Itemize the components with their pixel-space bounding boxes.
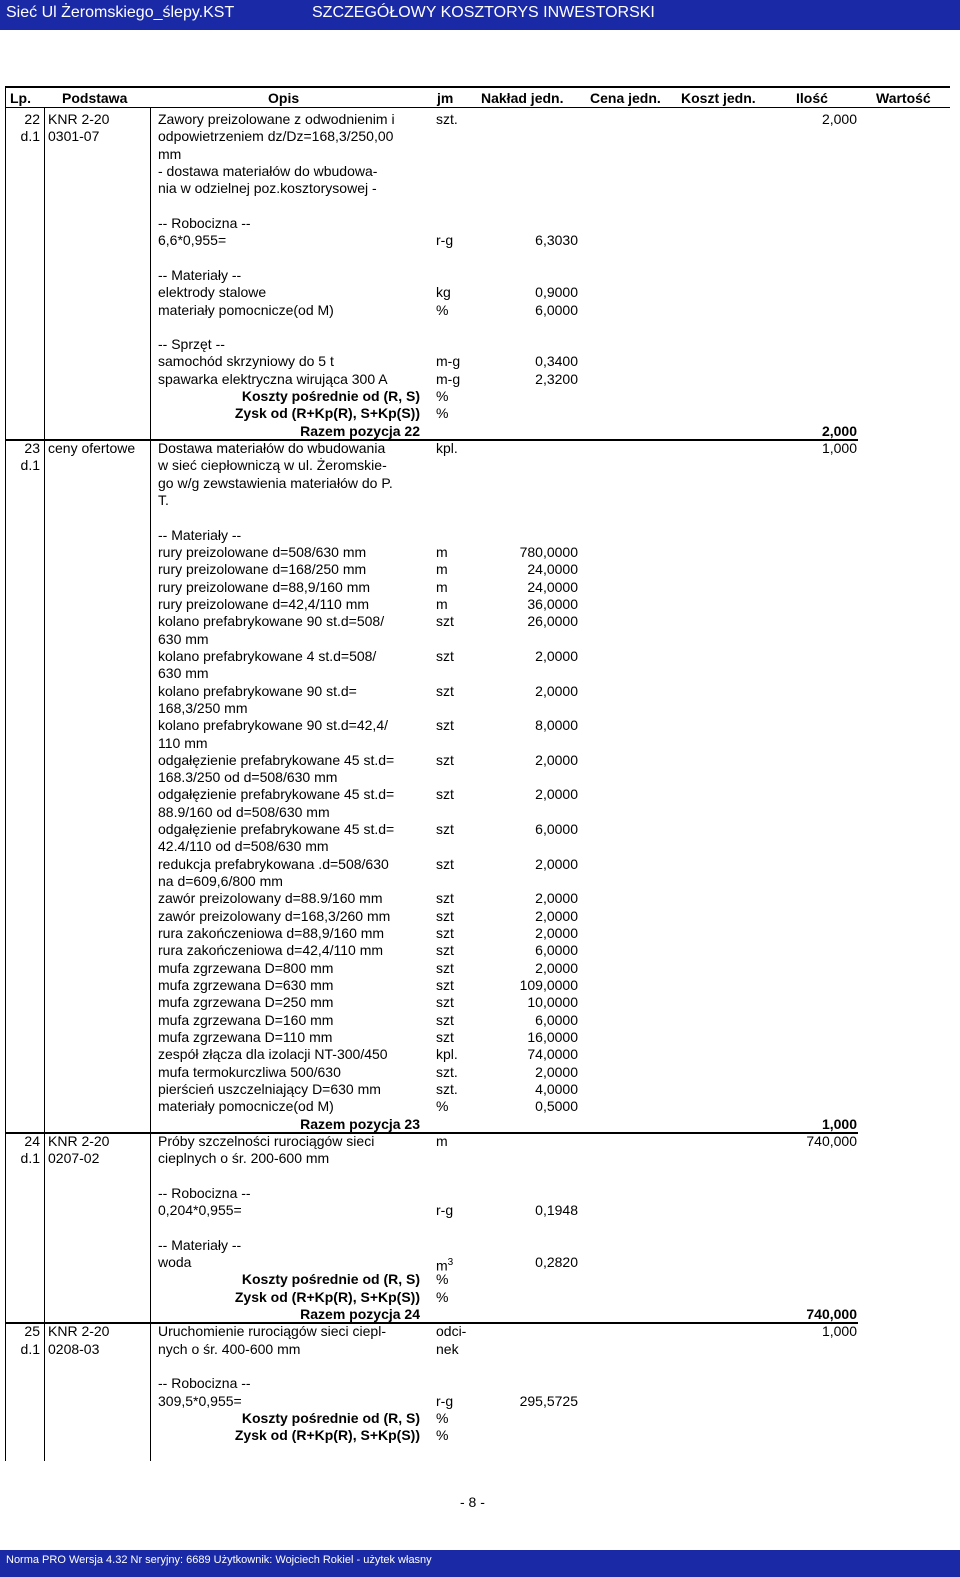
cell-naklad: 6,0000: [535, 1011, 578, 1028]
col-header-wartosc: Wartość: [876, 90, 931, 106]
cell-opis: Uruchomienie rurociągów sieci ciepl-: [158, 1323, 386, 1340]
cell-opis: rury preizolowane d=88,9/160 mm: [158, 578, 371, 595]
cell-podstawa: 0207-02: [48, 1150, 100, 1167]
cell-naklad: 2,0000: [535, 925, 578, 942]
cell-opis: 630 mm: [158, 630, 209, 647]
cell-opis: woda: [158, 1254, 192, 1271]
cell-naklad: 2,0000: [535, 647, 578, 664]
cell-jm: m: [436, 595, 448, 612]
cell-jm: m: [436, 561, 448, 578]
cell-jm: odci-: [436, 1323, 467, 1340]
cell-podstawa: KNR 2-20: [48, 1323, 110, 1340]
cell-opis: T.: [158, 492, 169, 509]
cell-jm: szt.: [436, 1080, 458, 1097]
cell-opis: Zawory preizolowane z odwodnienim i: [158, 111, 395, 127]
cell-podstawa: 0208-03: [48, 1340, 100, 1357]
cell-podstawa: KNR 2-20: [48, 1132, 110, 1149]
cell-jm: m: [436, 544, 448, 560]
cell-jm: szt: [436, 942, 454, 959]
cell-podstawa: KNR 2-20: [48, 111, 110, 127]
cell-naklad: 2,0000: [535, 959, 578, 976]
cell-naklad: 0,9000: [535, 284, 578, 301]
cell-naklad: 26,0000: [527, 613, 578, 630]
cell-jm: szt: [436, 821, 454, 838]
cell-jm: szt: [436, 890, 454, 907]
cell-naklad: 0,3400: [535, 353, 578, 370]
cell-podstawa: ceny ofertowe: [48, 440, 136, 457]
cell-jm: szt.: [436, 111, 458, 127]
cell-jm: %: [436, 301, 449, 318]
cell-opis: rury preizolowane d=42,4/110 mm: [158, 595, 370, 612]
position-total-rule: [6, 1322, 858, 1324]
cell-opis: pierścień uszczelniający D=630 mm: [158, 1080, 381, 1097]
cell-naklad: 24,0000: [527, 561, 578, 578]
cell-opis: zawór preizolowany d=88.9/160 mm: [158, 890, 383, 907]
cell-jm: szt: [436, 994, 454, 1011]
cell-jm: $m^3$: [436, 1257, 454, 1274]
cell-opis: -- Robocizna --: [158, 214, 251, 231]
cell-naklad: 2,0000: [535, 682, 578, 699]
cell-opis: cieplnych o śr. 200-600 mm: [158, 1150, 330, 1167]
cell-opis: odpowietrzeniem dz/Dz=168,3/250,00: [158, 128, 394, 145]
cell-jm: szt: [436, 959, 454, 976]
column-divider-podstawa: [150, 107, 151, 1461]
cell-lp: 25: [24, 1323, 40, 1340]
cell-opis: 6,6*0,955=: [158, 232, 227, 249]
cell-opis: Zysk od (R+Kp(R), S+Kp(S)): [234, 1427, 420, 1444]
cell-naklad: 2,0000: [535, 907, 578, 924]
cell-jm: r-g: [436, 232, 454, 249]
cell-jm: m: [436, 578, 448, 595]
cell-opis: kolano prefabrykowane 4 st.d=508/: [158, 647, 377, 664]
cell-opis: 309,5*0,955=: [158, 1392, 242, 1409]
col-header-podstawa: Podstawa: [62, 90, 128, 106]
cell-naklad: 295,5725: [519, 1392, 578, 1409]
cell-naklad: 24,0000: [527, 578, 578, 595]
cell-ilosc: 740,000: [806, 1132, 857, 1149]
cell-opis: mufa zgrzewana D=630 mm: [158, 977, 334, 993]
cell-jm: szt: [436, 1028, 454, 1045]
cell-opis: 168.3/250 od d=508/630 mm: [158, 769, 338, 786]
cell-jm: szt: [436, 1011, 454, 1028]
cell-opis: mufa termokurczliwa 500/630: [158, 1063, 341, 1080]
file-title: Sieć Ul Żeromskiego_ślepy.KST: [6, 4, 235, 21]
cell-opis: mufa zgrzewana D=160 mm: [158, 1011, 334, 1028]
cell-opis: -- Robocizna --: [158, 1184, 251, 1201]
col-header-lp: Lp.: [10, 90, 31, 106]
cell-opis: -- Robocizna --: [158, 1375, 251, 1392]
cell-naklad: 6,0000: [535, 821, 578, 838]
cell-naklad: 36,0000: [527, 595, 578, 612]
cell-opis: Koszty pośrednie od (R, S): [241, 388, 420, 405]
cell-naklad: 10,0000: [527, 994, 578, 1011]
cell-ilosc: 2,000: [821, 111, 857, 127]
cell-opis: Próby szczelności rurociągów sieci: [158, 1132, 375, 1149]
cell-opis: 42.4/110 od d=508/630 mm: [158, 838, 329, 855]
cell-opis: 110 mm: [158, 734, 208, 751]
cell-lp: 24: [24, 1132, 40, 1149]
col-header-naklad: Nakład jedn.: [481, 90, 564, 106]
cell-jm: kpl.: [436, 440, 458, 457]
cell-opis: mm: [158, 145, 182, 162]
cell-naklad: 74,0000: [527, 1046, 578, 1063]
cell-opis: samochód skrzyniowy do 5 t: [158, 353, 334, 370]
cell-opis: rury preizolowane d=168/250 mm: [158, 561, 367, 578]
col-header-ilosc: Ilość: [796, 90, 828, 106]
cell-naklad: 4,0000: [535, 1080, 578, 1097]
cell-opis: rura zakończeniowa d=42,4/110 mm: [158, 942, 384, 959]
cell-jm: %: [436, 1098, 449, 1115]
cell-opis: nia w odzielnej poz.kosztorysowej -: [158, 180, 377, 197]
cell-opis: Koszty pośrednie od (R, S): [241, 1410, 420, 1426]
footer-text: Norma PRO Wersja 4.32 Nr seryjny: 6689 Użytkownik: Wojciech Rokiel - użytek własny: [6, 1554, 432, 1566]
cell-opis: 0,204*0,955=: [158, 1202, 242, 1219]
cell-opis: go w/g zewstawienia materiałów do P.: [158, 474, 393, 491]
cell-opis: kolano prefabrykowane 90 st.d=42,4/: [158, 717, 388, 734]
cell-opis: mufa zgrzewana D=800 mm: [158, 959, 334, 976]
cell-jm: szt: [436, 613, 454, 630]
cell-jm: %: [436, 1288, 449, 1305]
table-top-rule: [6, 86, 950, 88]
col-header-opis: Opis: [268, 90, 300, 106]
cell-opis: kolano prefabrykowane 90 st.d=: [158, 682, 357, 699]
cell-lp: d.1: [20, 128, 40, 145]
cell-ilosc: 2,000: [821, 422, 857, 439]
cell-podstawa: 0301-07: [48, 128, 100, 145]
cell-lp: d.1: [20, 457, 40, 474]
cell-lp: d.1: [20, 1150, 40, 1167]
cell-ilosc: 740,000: [806, 1306, 857, 1323]
cell-opis: materiały pomocnicze(od M): [158, 301, 334, 318]
cell-jm: szt: [436, 682, 454, 699]
cell-naklad: 16,0000: [527, 1028, 578, 1045]
page-footer: [0, 1550, 960, 1577]
cell-opis: -- Materiały --: [158, 526, 242, 543]
cell-naklad: 6,0000: [535, 301, 578, 318]
cell-jm: szt: [436, 925, 454, 942]
cell-opis: odgałęzienie prefabrykowane 45 st.d=: [158, 786, 395, 803]
cell-opis: w sieć ciepłowniczą w ul. Żeromskie-: [158, 457, 387, 474]
col-header-jm: jm: [437, 90, 454, 106]
cell-opis: 630 mm: [158, 665, 209, 682]
col-header-koszt: Koszt jedn.: [681, 90, 756, 106]
cell-jm: nek: [436, 1340, 459, 1357]
cell-naklad: 780,0000: [519, 544, 578, 560]
cell-opis: na d=609,6/800 mm: [158, 873, 283, 890]
cell-opis: Dostawa materiałów do wbudowania: [158, 440, 386, 457]
cell-jm: %: [436, 388, 449, 405]
column-divider-lp: [44, 107, 45, 1461]
cell-jm: r-g: [436, 1392, 454, 1409]
cell-jm: m: [436, 1132, 448, 1149]
cell-opis: nych o śr. 400-600 mm: [158, 1340, 301, 1357]
cell-lp: 23: [24, 440, 40, 457]
page-header: [0, 0, 960, 30]
cell-opis: rury preizolowane d=508/630 mm: [158, 544, 367, 560]
cell-lp: d.1: [20, 1340, 40, 1357]
cell-opis: -- Sprzęt --: [158, 336, 225, 353]
cell-jm: szt: [436, 717, 454, 734]
cell-jm: szt: [436, 977, 454, 993]
cell-opis: odgałęzienie prefabrykowane 45 st.d=: [158, 751, 395, 768]
cell-opis: zawór preizolowany d=168,3/260 mm: [158, 907, 391, 924]
cell-naklad: 6,3030: [535, 232, 578, 249]
cell-jm: szt: [436, 786, 454, 803]
cell-opis: materiały pomocnicze(od M): [158, 1098, 334, 1115]
cell-jm: szt.: [436, 1063, 458, 1080]
cell-naklad: 2,0000: [535, 1063, 578, 1080]
cell-opis: redukcja prefabrykowana .d=508/630: [158, 855, 389, 872]
position-total-rule: [6, 1132, 858, 1134]
cell-naklad: 2,0000: [535, 855, 578, 872]
cell-naklad: 6,0000: [535, 942, 578, 959]
cell-opis: -- Materiały --: [158, 266, 242, 283]
cell-naklad: 2,0000: [535, 890, 578, 907]
cell-opis: - dostawa materiałów do wbudowa-: [158, 162, 378, 179]
cell-opis: elektrody stalowe: [158, 284, 267, 301]
cell-naklad: 0,2820: [535, 1254, 578, 1271]
cell-naklad: 109,0000: [519, 977, 578, 993]
cell-jm: szt: [436, 855, 454, 872]
cell-ilosc: 1,000: [821, 1115, 857, 1132]
cell-opis: mufa zgrzewana D=250 mm: [158, 994, 334, 1011]
cell-jm: m-g: [436, 353, 461, 370]
cell-opis: spawarka elektryczna wirująca 300 A: [158, 370, 388, 387]
cell-lp: 22: [24, 111, 40, 127]
cell-opis: Razem pozycja 23: [300, 1115, 420, 1132]
cell-naklad: 0,1948: [535, 1202, 578, 1219]
cell-jm: szt: [436, 751, 454, 768]
cell-jm: %: [436, 405, 449, 422]
cell-naklad: 2,0000: [535, 751, 578, 768]
cell-naklad: 2,0000: [535, 786, 578, 803]
cell-ilosc: 1,000: [821, 440, 857, 457]
cell-opis: 168,3/250 mm: [158, 699, 248, 716]
cell-opis: 88.9/160 od d=508/630 mm: [158, 803, 330, 820]
cell-opis: rura zakończeniowa d=88,9/160 mm: [158, 925, 385, 942]
cell-opis: zespół złącza dla izolacji NT-300/450: [158, 1046, 388, 1063]
cell-opis: Zysk od (R+Kp(R), S+Kp(S)): [234, 405, 420, 422]
cell-jm: %: [436, 1427, 449, 1444]
cell-opis: Koszty pośrednie od (R, S): [241, 1271, 420, 1288]
cell-jm: %: [436, 1410, 449, 1426]
cell-naklad: 2,3200: [535, 370, 578, 387]
cell-opis: kolano prefabrykowane 90 st.d=508/: [158, 613, 385, 630]
cell-opis: Zysk od (R+Kp(R), S+Kp(S)): [234, 1288, 420, 1305]
cell-jm: kg: [436, 284, 451, 301]
cell-jm: m-g: [436, 370, 461, 387]
cell-opis: odgałęzienie prefabrykowane 45 st.d=: [158, 821, 395, 838]
cell-jm: szt: [436, 907, 454, 924]
col-header-cena: Cena jedn.: [590, 90, 661, 106]
cell-opis: mufa zgrzewana D=110 mm: [158, 1028, 333, 1045]
table-header-rule: [6, 107, 950, 108]
document-title: SZCZEGÓŁOWY KOSZTORYS INWESTORSKI: [312, 4, 655, 21]
cell-naklad: 0,5000: [535, 1098, 578, 1115]
cell-opis: Razem pozycja 24: [300, 1306, 420, 1323]
cell-opis: -- Materiały --: [158, 1236, 242, 1253]
cell-ilosc: 1,000: [821, 1323, 857, 1340]
cell-naklad: 8,0000: [535, 717, 578, 734]
cell-opis: Razem pozycja 22: [300, 422, 420, 439]
cell-jm: kpl.: [436, 1046, 458, 1063]
table-left-border: [5, 86, 6, 1461]
page-number: - 8 -: [460, 1494, 485, 1510]
cell-jm: szt: [436, 647, 454, 664]
cell-jm: %: [436, 1271, 449, 1288]
cell-jm: r-g: [436, 1202, 454, 1219]
